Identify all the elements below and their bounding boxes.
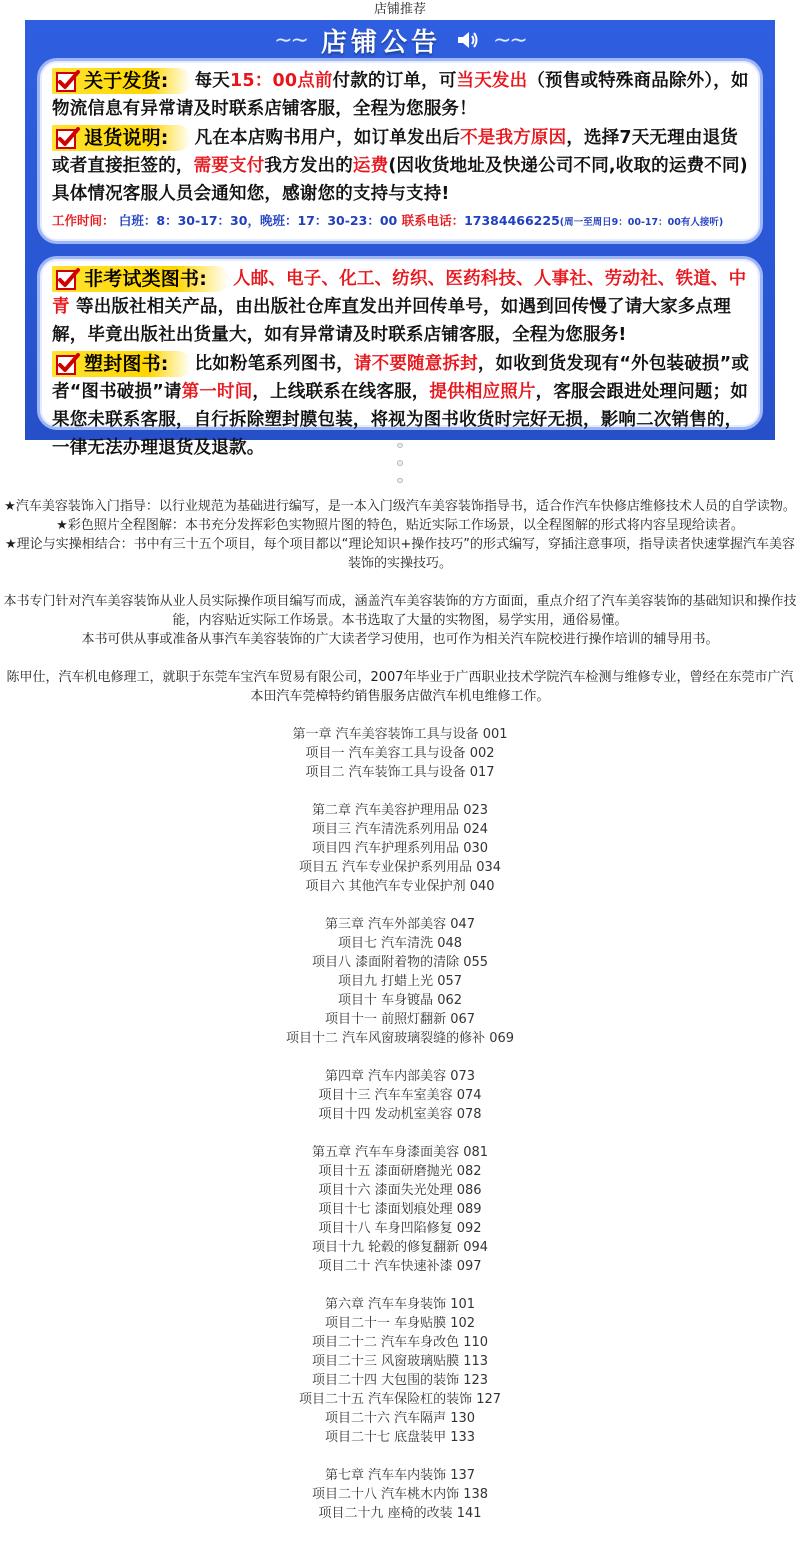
toc-item: 项目三 汽车清洗系列用品 024 (311, 822, 489, 837)
returns-tag (52, 125, 191, 151)
toc-item: 项目十四 发动机室美容 078 (318, 1107, 482, 1122)
toc-item: 项目十九 轮毂的修复翻新 094 (311, 1240, 489, 1255)
toc-item: 项目二十九 座椅的改装 141 (318, 1506, 482, 1521)
shipping-tag (52, 68, 191, 94)
sealed-text-3: ，如收到货发现有“外包装破损”或者“图书破损”请 (52, 354, 750, 402)
toc-spacer (0, 1447, 800, 1466)
shipping-text-1: 每天 (194, 71, 231, 91)
toc-chapter: 第二章 汽车美容护理用品 023 (311, 803, 489, 818)
sealed-tag (52, 351, 191, 377)
book-description (0, 592, 800, 649)
non-exam-paragraph (52, 265, 750, 349)
toc-chapter: 第五章 汽车车身漆面美容 081 (311, 1145, 489, 1160)
toc-item: 项目五 汽车专业保护系列用品 034 (298, 860, 502, 875)
sealed-text-4: 第一时间 (181, 382, 253, 402)
toc-item: 项目二十八 汽车桃木内饰 138 (311, 1487, 489, 1502)
toc-item: 项目二十六 汽车隔声 130 (324, 1411, 476, 1426)
toc-chapter: 第一章 汽车美容装饰工具与设备 001 (292, 727, 508, 742)
store-announcement-banner (25, 20, 775, 458)
toc-item: 项目十五 漆面研磨抛光 082 (318, 1164, 482, 1179)
page-title: 店铺推荐 (373, 2, 426, 17)
toc-spacer (0, 1048, 800, 1067)
non-exam-tag (52, 266, 229, 292)
toc-item: 项目十 车身镀晶 062 (337, 993, 463, 1008)
returns-text-1: 凡在本店购书用户，如订单发出后 (194, 128, 461, 148)
toc-item: 项目二十七 底盘装甲 133 (324, 1430, 476, 1445)
feature-highlights (0, 497, 800, 573)
toc-item: 项目二十三 风窗玻璃贴膜 113 (311, 1354, 489, 1369)
phone-label: 联系电话： (401, 213, 465, 228)
sealed-text-7: ，客服会跟进处理问题；如果您未联系客服，自行拆除塑封膜包装，将视为图书收货时完好无损，影响二次销售的，一律无法办理退货及退款。 (52, 382, 749, 458)
shipping-text-4: 当天发出 (456, 71, 528, 91)
toc-item: 项目二十四 大包围的装饰 123 (311, 1373, 489, 1388)
author-bio (0, 668, 800, 706)
toc-item: 项目十八 车身凹陷修复 092 (318, 1221, 482, 1236)
toc-item: 项目二十一 车身贴膜 102 (324, 1316, 476, 1331)
working-hours-value: 白班：8：30-17：30，晚班：17：30-23：00 (118, 213, 398, 228)
description-paragraph: 本书专门针对汽车美容装饰从业人员实际操作项目编写而成，涵盖汽车美容装饰的方方面面，重点介绍了汽车美容装饰的基础知识和操作技能，内容贴近实际工作场景。本书选取了大量的实物图，易学实用，通俗易懂。 (3, 594, 797, 628)
phone-note: (周一至周日9：00-17：00有人接听) (559, 217, 724, 228)
toc-spacer (0, 896, 800, 915)
banner-header (25, 20, 775, 60)
sealed-text-1: 比如粉笔系列图书， (194, 354, 354, 374)
description-paragraph: 本书可供从事或准备从事汽车美容装饰的广大读者学习使用，也可作为相关汽车院校进行操作培训的辅导用书。 (81, 632, 719, 647)
sealed-text-5: ，上线联系在线客服， (252, 382, 430, 402)
wave-decoration-left-icon: ∼∼ (274, 27, 307, 53)
toc-spacer (0, 1124, 800, 1143)
toc-spacer (0, 782, 800, 801)
toc-chapter: 第六章 汽车车身装饰 101 (324, 1297, 476, 1312)
returns-text-2: 不是我方原因 (460, 128, 567, 148)
non-exam-books-card (37, 256, 763, 458)
feature-item: ★彩色照片全程图解：本书充分发挥彩色实物照片图的特色，贴近实际工作场景，以全程图解的形式将内容呈现给读者。 (56, 518, 744, 533)
returns-tag-text: 退货说明: (84, 127, 169, 149)
phone-number: 17384466225 (464, 213, 560, 228)
checkmark-icon (56, 127, 80, 149)
dot-icon (397, 478, 403, 483)
toc-item: 项目四 汽车护理系列用品 030 (311, 841, 489, 856)
toc-item: 项目一 汽车美容工具与设备 002 (305, 746, 495, 761)
toc-item: 项目二 汽车装饰工具与设备 017 (305, 765, 495, 780)
non-exam-text-1: 人邮、电子、化工、纺织、医药科技、人事社、劳动社、铁道、中青 (52, 269, 747, 317)
feature-item: ★理论与实操相结合：书中有三十五个项目，每个项目都以“理论知识+操作技巧”的形式编写，穿插注意事项，指导读者快速掌握汽车美容装饰的实操技巧。 (4, 537, 796, 571)
shipping-text-2: 15：00点前 (230, 71, 333, 91)
toc-item: 项目七 汽车清洗 048 (337, 936, 463, 951)
returns-text-3: ，选择7天无理由退货或者直接拒签的， (52, 128, 738, 176)
sealed-text-2: 请不要随意拆封 (353, 354, 478, 374)
shipping-text-3: 付款的订单，可 (332, 71, 457, 91)
sealed-text-6: 提供相应照片 (429, 382, 536, 402)
toc-item: 项目九 打蜡上光 057 (337, 974, 463, 989)
working-hours-line (52, 209, 750, 235)
returns-text-7: (因收货地址及快递公司不同,收取的运费不同)具体情况客服人员会通知您，感谢您的支持与支持! (52, 156, 748, 204)
toc-chapter: 第四章 汽车内部美容 073 (324, 1069, 476, 1084)
toc-item: 项目二十 汽车快速补漆 097 (318, 1259, 482, 1274)
non-exam-text-2: 等出版社相关产品，由出版社仓库直发出并回传单号，如遇到回传慢了请大家多点理解，毕竟出版社出货量大，如有异常请及时联系店铺客服，全程为您服务! (52, 297, 731, 345)
shipping-card (37, 58, 763, 244)
toc-item: 项目二十五 汽车保险杠的装饰 127 (298, 1392, 502, 1407)
shipping-paragraph (52, 67, 750, 123)
toc-item: 项目八 漆面附着物的清除 055 (311, 955, 489, 970)
sealed-paragraph (52, 350, 750, 462)
shipping-text-5: （预售或特殊商品除外），如物流信息有异常请及时联系店铺客服，全程为您服务！ (52, 71, 749, 119)
toc-item: 项目十七 漆面划痕处理 089 (318, 1202, 482, 1217)
speaker-icon (455, 28, 479, 52)
checkmark-icon (56, 70, 80, 92)
toc-item: 项目十三 汽车车室美容 074 (318, 1088, 482, 1103)
returns-text-5: 我方发出的 (264, 156, 353, 176)
table-of-contents (0, 725, 800, 1523)
toc-item: 项目六 其他汽车专业保护剂 040 (305, 879, 495, 894)
shipping-tag-text: 关于发货: (84, 70, 169, 92)
sealed-tag-text: 塑封图书: (84, 353, 169, 375)
returns-text-6: 运费 (352, 156, 389, 176)
feature-item: ★汽车美容装饰入门指导：以行业规范为基础进行编写，是一本入门级汽车美容装饰指导书，适合作汽车快修店维修技术人员的自学读物。 (4, 499, 796, 514)
toc-item: 项目十二 汽车风窗玻璃裂缝的修补 069 (285, 1031, 515, 1046)
banner-title: 店铺公告 (320, 27, 441, 58)
toc-item: 项目十一 前照灯翻新 067 (324, 1012, 476, 1027)
checkmark-icon (56, 268, 80, 290)
toc-chapter: 第三章 汽车外部美容 047 (324, 917, 476, 932)
checkmark-icon (56, 353, 80, 375)
toc-spacer (0, 1276, 800, 1295)
wave-decoration-right-icon: ∼∼ (493, 27, 526, 53)
returns-paragraph (52, 124, 750, 208)
working-hours-label: 工作时间： (52, 213, 115, 228)
author-paragraph: 陈甲仕，汽车机电修理工，就职于东莞车宝汽车贸易有限公司，2007年毕业于广西职业技术学院汽车检测与维修专业，曾经在东莞市广汽本田汽车莞樟特约销售服务店做汽车机电维修工作。 (6, 670, 794, 704)
toc-chapter: 第七章 汽车车内装饰 137 (324, 1468, 476, 1483)
non-exam-tag-text: 非考试类图书: (84, 268, 207, 290)
returns-text-4: 需要支付 (193, 156, 265, 176)
toc-item: 项目二十二 汽车车身改色 110 (311, 1335, 489, 1350)
toc-item: 项目十六 漆面失光处理 086 (318, 1183, 482, 1198)
